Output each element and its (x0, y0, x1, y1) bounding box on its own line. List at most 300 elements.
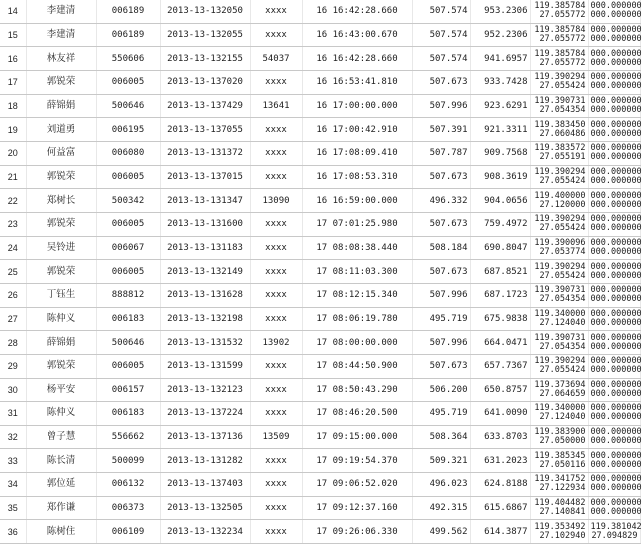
timestamp-cell: 16 16:42:28.660 (302, 47, 412, 71)
value-a-cell: 507.673 (412, 165, 470, 189)
record-code-cell: 2013-13-131372 (160, 141, 250, 165)
value-b-cell: 923.6291 (470, 94, 530, 118)
coord-a-top: 119.390294 (534, 214, 586, 225)
row-number-cell: 24 (0, 236, 26, 260)
coord-b-top: 000.000000 (590, 285, 642, 296)
staff-id-cell: 006157 (96, 378, 160, 402)
coord-a-cell (530, 307, 588, 331)
coord-a-top: 119.383450 (534, 119, 586, 130)
value-b-cell: 953.2306 (470, 0, 530, 23)
record-code-cell: 2013-13-137224 (160, 402, 250, 426)
timestamp-cell: 17 08:00:00.000 (302, 331, 412, 355)
mask-code-cell: xxxx (250, 118, 302, 142)
value-b-cell: 675.9838 (470, 307, 530, 331)
staff-id-cell: 556662 (96, 425, 160, 449)
value-b-cell: 624.8188 (470, 473, 530, 497)
person-name-cell: 郑树长 (26, 189, 96, 213)
person-name-cell: 郭锐荣 (26, 70, 96, 94)
row-number-cell: 18 (0, 94, 26, 118)
timestamp-cell: 16 16:42:28.660 (302, 0, 412, 23)
staff-id-cell: 006132 (96, 473, 160, 497)
staff-id-cell: 500646 (96, 94, 160, 118)
mask-code-cell: xxxx (250, 473, 302, 497)
timestamp-cell: 17 07:01:25.980 (302, 212, 412, 236)
table-row (0, 189, 640, 213)
coord-b-bottom: 27.094829 (591, 530, 638, 541)
timestamp-cell: 16 17:00:42.910 (302, 118, 412, 142)
table-row (0, 354, 640, 378)
staff-id-cell: 006005 (96, 165, 160, 189)
coord-a-cell (530, 23, 588, 47)
record-code-cell: 2013-13-132198 (160, 307, 250, 331)
coord-a-bottom: 27.060486 (539, 128, 586, 139)
staff-id-cell: 006005 (96, 260, 160, 284)
timestamp-cell: 17 09:19:54.370 (302, 449, 412, 473)
mask-code-cell: xxxx (250, 70, 302, 94)
coord-a-bottom: 27.055191 (539, 152, 586, 163)
coord-b-top: 000.000000 (590, 1, 642, 12)
table-row (0, 0, 640, 23)
record-code-cell: 2013-13-137015 (160, 165, 250, 189)
coord-b-cell (588, 212, 640, 236)
person-name-cell: 郑作谦 (26, 496, 96, 520)
value-a-cell: 507.996 (412, 283, 470, 307)
row-number-cell: 22 (0, 189, 26, 213)
row-number-cell: 21 (0, 165, 26, 189)
person-name-cell: 曾子慧 (26, 425, 96, 449)
timestamp-cell: 17 08:08:38.440 (302, 236, 412, 260)
mask-code-cell: 54037 (250, 47, 302, 71)
coord-a-cell (530, 449, 588, 473)
coord-a-bottom: 27.055424 (539, 270, 586, 281)
record-code-cell: 2013-13-132050 (160, 0, 250, 23)
value-b-cell: 909.7568 (470, 141, 530, 165)
mask-code-cell: xxxx (250, 260, 302, 284)
coord-b-top: 000.000000 (590, 356, 642, 367)
coord-a-cell (530, 189, 588, 213)
coord-a-bottom: 27.055772 (539, 57, 586, 68)
record-code-cell: 2013-13-137136 (160, 425, 250, 449)
coord-a-bottom: 27.140841 (539, 507, 586, 518)
value-a-cell: 507.574 (412, 23, 470, 47)
coord-a-top: 119.390096 (534, 237, 586, 248)
staff-id-cell: 006189 (96, 23, 160, 47)
coord-b-top: 000.000000 (590, 379, 642, 390)
coord-b-top: 000.000000 (590, 72, 642, 83)
row-number-cell: 31 (0, 402, 26, 426)
record-code-cell: 2013-13-137055 (160, 118, 250, 142)
record-code-cell: 2013-13-132505 (160, 496, 250, 520)
coord-a-top: 119.383900 (534, 427, 586, 438)
value-b-cell: 941.6957 (470, 47, 530, 71)
value-a-cell: 507.574 (412, 47, 470, 71)
coord-a-top: 119.390294 (534, 261, 586, 272)
value-a-cell: 495.719 (412, 307, 470, 331)
timestamp-cell: 16 16:43:00.670 (302, 23, 412, 47)
coord-b-top: 000.000000 (590, 48, 642, 59)
coord-b-cell (588, 378, 640, 402)
coord-b-cell (588, 165, 640, 189)
person-name-cell: 郭锐荣 (26, 354, 96, 378)
person-name-cell: 杨平安 (26, 378, 96, 402)
table-row (0, 520, 640, 544)
value-b-cell: 614.3877 (470, 520, 530, 544)
coord-b-top: 000.000000 (590, 332, 642, 343)
coord-a-cell (530, 260, 588, 284)
value-b-cell: 690.8047 (470, 236, 530, 260)
person-name-cell: 丁钰生 (26, 283, 96, 307)
coord-a-top: 119.404482 (534, 498, 586, 509)
coord-a-top: 119.373694 (534, 379, 586, 390)
timestamp-cell: 17 08:46:20.500 (302, 402, 412, 426)
coord-b-cell (588, 496, 640, 520)
value-b-cell: 615.6867 (470, 496, 530, 520)
staff-id-cell: 006067 (96, 236, 160, 260)
coord-b-cell (588, 402, 640, 426)
record-code-cell: 2013-13-131599 (160, 354, 250, 378)
mask-code-cell: xxxx (250, 236, 302, 260)
coord-a-cell (530, 212, 588, 236)
row-number-cell: 36 (0, 520, 26, 544)
timestamp-cell: 16 16:53:41.810 (302, 70, 412, 94)
coord-a-bottom: 27.050116 (539, 459, 586, 470)
coord-a-cell (530, 354, 588, 378)
staff-id-cell: 006189 (96, 0, 160, 23)
person-name-cell: 何益富 (26, 141, 96, 165)
mask-code-cell: xxxx (250, 0, 302, 23)
coord-b-bottom: 000.000000 (590, 175, 642, 186)
coord-b-cell (588, 449, 640, 473)
coord-b-top: 000.000000 (590, 261, 642, 272)
coord-a-cell (530, 118, 588, 142)
timestamp-cell: 17 09:15:00.000 (302, 425, 412, 449)
coord-a-cell (530, 70, 588, 94)
table-row (0, 283, 640, 307)
staff-id-cell: 006005 (96, 70, 160, 94)
value-b-cell: 633.8703 (470, 425, 530, 449)
mask-code-cell: xxxx (250, 449, 302, 473)
person-name-cell: 陈仲义 (26, 402, 96, 426)
coord-a-bottom: 27.050000 (539, 436, 586, 447)
table-row (0, 236, 640, 260)
timestamp-cell: 16 17:08:09.410 (302, 141, 412, 165)
value-b-cell: 908.3619 (470, 165, 530, 189)
value-a-cell: 496.332 (412, 189, 470, 213)
coord-a-bottom: 27.055424 (539, 223, 586, 234)
row-number-cell: 28 (0, 331, 26, 355)
coord-a-cell (530, 0, 588, 23)
coord-b-top: 000.000000 (590, 214, 642, 225)
coord-b-cell (588, 94, 640, 118)
staff-id-cell: 500646 (96, 331, 160, 355)
coord-a-cell (530, 378, 588, 402)
record-code-cell: 2013-13-131282 (160, 449, 250, 473)
mask-code-cell: 13902 (250, 331, 302, 355)
value-b-cell: 904.0656 (470, 189, 530, 213)
coord-b-top: 000.000000 (590, 166, 642, 177)
coord-a-bottom: 27.055424 (539, 81, 586, 92)
row-number-cell: 20 (0, 141, 26, 165)
staff-id-cell: 006109 (96, 520, 160, 544)
value-b-cell: 759.4972 (470, 212, 530, 236)
mask-code-cell: 13641 (250, 94, 302, 118)
timestamp-cell: 17 09:26:06.330 (302, 520, 412, 544)
staff-id-cell: 006183 (96, 307, 160, 331)
value-a-cell: 495.719 (412, 402, 470, 426)
coord-b-bottom: 000.000000 (590, 412, 642, 423)
coord-a-top: 119.353492 (534, 521, 586, 532)
coord-a-bottom: 27.055424 (539, 365, 586, 376)
record-code-cell: 2013-13-132123 (160, 378, 250, 402)
person-name-cell: 吴铃进 (26, 236, 96, 260)
row-number-cell: 35 (0, 496, 26, 520)
coord-b-bottom: 000.000000 (590, 104, 642, 115)
mask-code-cell: xxxx (250, 307, 302, 331)
coord-a-top: 119.341752 (534, 474, 586, 485)
coord-b-bottom: 000.000000 (590, 128, 642, 139)
coord-a-top: 119.385784 (534, 1, 586, 12)
coord-b-cell (588, 307, 640, 331)
coord-b-cell (588, 47, 640, 71)
record-code-cell: 2013-13-132234 (160, 520, 250, 544)
coord-b-top: 000.000000 (590, 237, 642, 248)
coord-a-bottom: 27.124040 (539, 412, 586, 423)
row-number-cell: 15 (0, 23, 26, 47)
mask-code-cell: xxxx (250, 165, 302, 189)
coord-b-cell (588, 23, 640, 47)
person-name-cell: 林友祥 (26, 47, 96, 71)
row-number-cell: 34 (0, 473, 26, 497)
coord-b-top: 000.000000 (590, 119, 642, 130)
record-code-cell: 2013-13-137403 (160, 473, 250, 497)
row-number-cell: 25 (0, 260, 26, 284)
coord-a-top: 119.385345 (534, 450, 586, 461)
coord-a-bottom: 27.064659 (539, 388, 586, 399)
mask-code-cell: xxxx (250, 23, 302, 47)
coord-a-bottom: 27.055424 (539, 175, 586, 186)
timestamp-cell: 17 08:12:15.340 (302, 283, 412, 307)
staff-id-cell: 006005 (96, 212, 160, 236)
value-a-cell: 507.996 (412, 331, 470, 355)
coord-a-bottom: 27.054354 (539, 341, 586, 352)
coord-a-bottom: 27.055772 (539, 10, 586, 21)
record-code-cell: 2013-13-137020 (160, 70, 250, 94)
coord-a-bottom: 27.055772 (539, 33, 586, 44)
row-number-cell: 17 (0, 70, 26, 94)
mask-code-cell: xxxx (250, 141, 302, 165)
coord-b-cell (588, 70, 640, 94)
coord-b-top: 000.000000 (590, 498, 642, 509)
record-code-cell: 2013-13-131532 (160, 331, 250, 355)
person-name-cell: 郭锐荣 (26, 260, 96, 284)
coord-b-cell (588, 236, 640, 260)
mask-code-cell: xxxx (250, 354, 302, 378)
coord-a-top: 119.390294 (534, 166, 586, 177)
person-name-cell: 李建清 (26, 23, 96, 47)
value-b-cell: 687.8521 (470, 260, 530, 284)
coord-a-top: 119.390294 (534, 72, 586, 83)
staff-id-cell: 006373 (96, 496, 160, 520)
coord-a-top: 119.400000 (534, 190, 586, 201)
coord-a-cell (530, 283, 588, 307)
value-b-cell: 664.0471 (470, 331, 530, 355)
coord-a-cell (530, 94, 588, 118)
table-row (0, 23, 640, 47)
timestamp-cell: 17 08:06:19.780 (302, 307, 412, 331)
table-row (0, 425, 640, 449)
table-row (0, 260, 640, 284)
staff-id-cell: 500342 (96, 189, 160, 213)
table-row (0, 165, 640, 189)
coord-b-cell (588, 141, 640, 165)
value-a-cell: 499.562 (412, 520, 470, 544)
coord-a-bottom: 27.124040 (539, 317, 586, 328)
coord-b-bottom: 000.000000 (590, 223, 642, 234)
coord-b-bottom: 000.000000 (590, 365, 642, 376)
mask-code-cell: xxxx (250, 496, 302, 520)
value-b-cell: 921.3311 (470, 118, 530, 142)
coord-b-top: 000.000000 (590, 24, 642, 35)
timestamp-cell: 16 17:00:00.000 (302, 94, 412, 118)
table-row (0, 307, 640, 331)
coord-b-top: 000.000000 (590, 474, 642, 485)
value-b-cell: 657.7367 (470, 354, 530, 378)
table-row (0, 331, 640, 355)
table-row (0, 402, 640, 426)
coord-b-cell (588, 331, 640, 355)
row-number-cell: 16 (0, 47, 26, 71)
coord-b-top: 000.000000 (590, 308, 642, 319)
coord-b-bottom: 000.000000 (590, 246, 642, 257)
coord-b-cell (588, 118, 640, 142)
record-code-cell: 2013-13-131628 (160, 283, 250, 307)
value-a-cell: 507.673 (412, 212, 470, 236)
coord-a-cell (530, 520, 588, 544)
coord-b-bottom: 000.000000 (590, 317, 642, 328)
record-code-cell: 2013-13-132155 (160, 47, 250, 71)
staff-id-cell: 006005 (96, 354, 160, 378)
row-number-cell: 14 (0, 0, 26, 23)
coord-a-top: 119.390731 (534, 285, 586, 296)
record-code-cell: 2013-13-131600 (160, 212, 250, 236)
coord-a-top: 119.340000 (534, 403, 586, 414)
coord-b-cell (588, 520, 640, 544)
coord-a-top: 119.340000 (534, 308, 586, 319)
timestamp-cell: 17 08:44:50.900 (302, 354, 412, 378)
coord-b-bottom: 000.000000 (590, 199, 642, 210)
value-b-cell: 631.2023 (470, 449, 530, 473)
table-row (0, 449, 640, 473)
person-name-cell: 刘道勇 (26, 118, 96, 142)
coord-a-top: 119.390731 (534, 95, 586, 106)
value-a-cell: 496.023 (412, 473, 470, 497)
coord-b-top: 000.000000 (590, 143, 642, 154)
value-a-cell: 507.787 (412, 141, 470, 165)
coord-b-bottom: 000.000000 (590, 388, 642, 399)
value-a-cell: 508.364 (412, 425, 470, 449)
coord-a-top: 119.390731 (534, 332, 586, 343)
value-b-cell: 641.0090 (470, 402, 530, 426)
table-row (0, 496, 640, 520)
value-a-cell: 507.673 (412, 354, 470, 378)
person-name-cell: 薛锦娟 (26, 331, 96, 355)
value-b-cell: 952.2306 (470, 23, 530, 47)
timestamp-cell: 17 08:50:43.290 (302, 378, 412, 402)
coord-b-bottom: 000.000000 (590, 57, 642, 68)
coord-b-cell (588, 425, 640, 449)
mask-code-cell: xxxx (250, 520, 302, 544)
value-b-cell: 933.7428 (470, 70, 530, 94)
staff-id-cell: 006080 (96, 141, 160, 165)
value-a-cell: 509.321 (412, 449, 470, 473)
coord-b-bottom: 000.000000 (590, 152, 642, 163)
value-b-cell: 650.8757 (470, 378, 530, 402)
coord-a-cell (530, 402, 588, 426)
person-name-cell: 郭锐荣 (26, 212, 96, 236)
coord-a-cell (530, 236, 588, 260)
staff-id-cell: 006195 (96, 118, 160, 142)
table-row (0, 94, 640, 118)
mask-code-cell: xxxx (250, 402, 302, 426)
coord-a-top: 119.385784 (534, 48, 586, 59)
staff-id-cell: 550606 (96, 47, 160, 71)
coord-b-cell (588, 473, 640, 497)
person-name-cell: 郭位延 (26, 473, 96, 497)
coord-a-cell (530, 165, 588, 189)
coord-b-bottom: 000.000000 (590, 294, 642, 305)
row-number-cell: 30 (0, 378, 26, 402)
coord-b-bottom: 000.000000 (590, 436, 642, 447)
coord-b-cell (588, 0, 640, 23)
value-a-cell: 492.315 (412, 496, 470, 520)
value-a-cell: 507.996 (412, 94, 470, 118)
table-row (0, 70, 640, 94)
value-a-cell: 507.574 (412, 0, 470, 23)
row-number-cell: 26 (0, 283, 26, 307)
coord-a-bottom: 27.054354 (539, 104, 586, 115)
coord-a-top: 119.383572 (534, 143, 586, 154)
row-number-cell: 19 (0, 118, 26, 142)
mask-code-cell: xxxx (250, 283, 302, 307)
table-row (0, 212, 640, 236)
row-number-cell: 29 (0, 354, 26, 378)
person-name-cell: 薛锦娟 (26, 94, 96, 118)
coord-b-top: 000.000000 (590, 190, 642, 201)
value-a-cell: 507.673 (412, 260, 470, 284)
mask-code-cell: xxxx (250, 212, 302, 236)
row-number-cell: 33 (0, 449, 26, 473)
coord-b-top: 000.000000 (590, 95, 642, 106)
person-name-cell: 郭锐荣 (26, 165, 96, 189)
record-code-cell: 2013-13-137429 (160, 94, 250, 118)
coord-a-cell (530, 47, 588, 71)
coord-b-bottom: 000.000000 (590, 270, 642, 281)
mask-code-cell: xxxx (250, 378, 302, 402)
coord-b-top: 000.000000 (590, 450, 642, 461)
table-row (0, 378, 640, 402)
record-code-cell: 2013-13-132055 (160, 23, 250, 47)
coord-a-top: 119.385784 (534, 24, 586, 35)
coord-b-cell (588, 260, 640, 284)
coord-a-bottom: 27.053774 (539, 246, 586, 257)
timestamp-cell: 17 09:06:52.020 (302, 473, 412, 497)
timestamp-cell: 17 08:11:03.300 (302, 260, 412, 284)
coord-b-top: 000.000000 (590, 403, 642, 414)
staff-id-cell: 500099 (96, 449, 160, 473)
coord-a-bottom: 27.102940 (539, 530, 586, 541)
timestamp-cell: 16 16:59:00.000 (302, 189, 412, 213)
coord-a-cell (530, 331, 588, 355)
